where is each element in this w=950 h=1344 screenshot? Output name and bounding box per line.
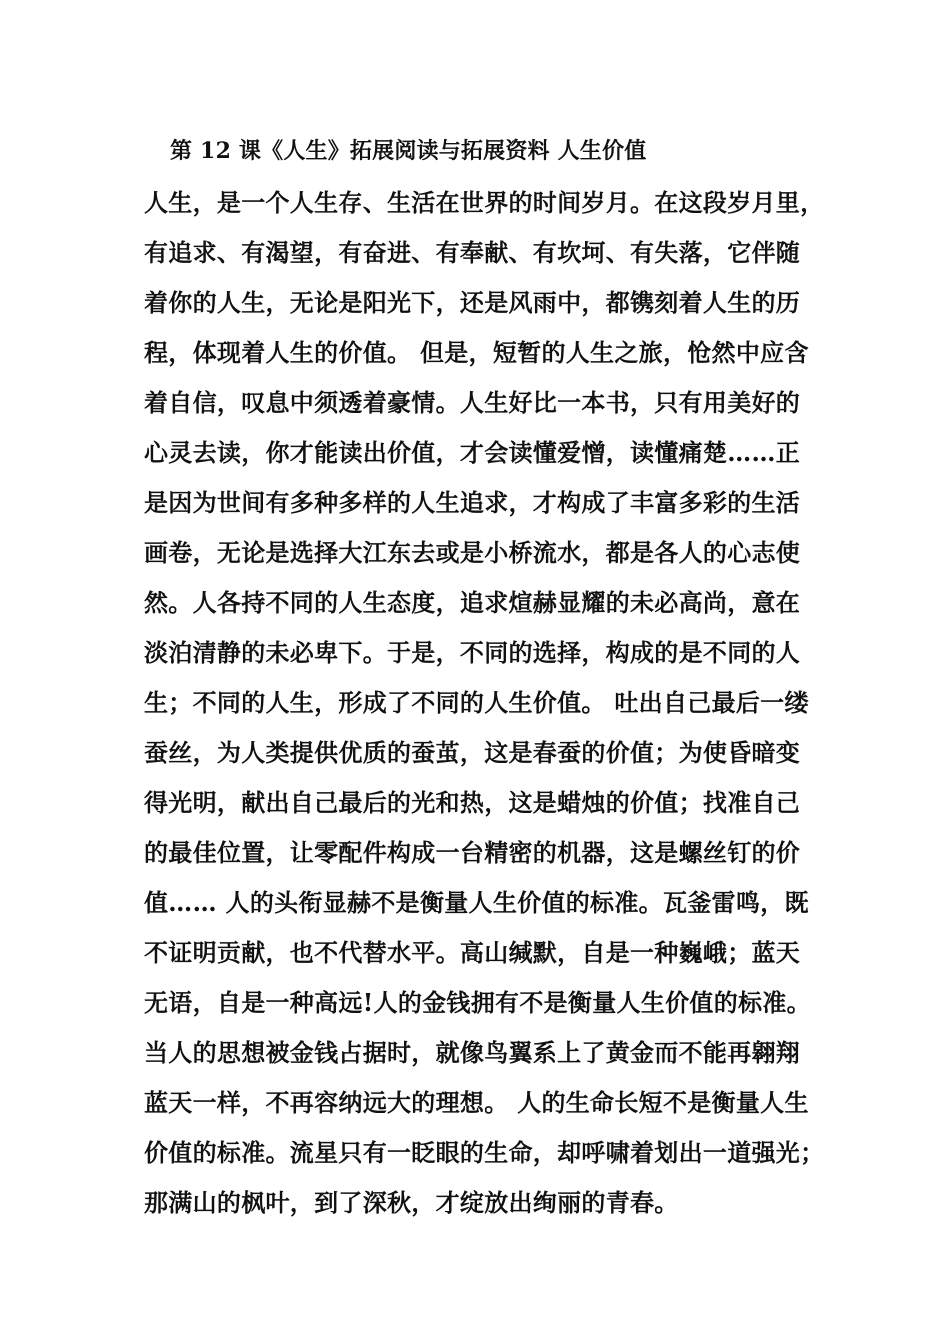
text-line: 心灵去读，你才能读出价值，才会读懂爱憎，读懂痛楚……正 xyxy=(144,438,801,467)
text-line: 然。人各持不同的人生态度，追求煊赫显耀的未必高尚，意在 xyxy=(144,588,801,617)
text-line: 人生，是一个人生存、生活在世界的时间岁月。在这段岁月里， xyxy=(144,188,825,217)
text-line: 蓝天一样，不再容纳远大的理想。 人的生命长短不是衡量人生 xyxy=(144,1088,809,1117)
text-line: 有追求、有渴望，有奋进、有奉献、有坎坷、有失落，它伴随 xyxy=(144,238,801,267)
text-line: 着自信，叹息中须透着豪情。人生好比一本书，只有用美好的 xyxy=(144,388,801,417)
text-line: 当人的思想被金钱占据时，就像鸟翼系上了黄金而不能再翱翔 xyxy=(144,1038,801,1067)
text-line: 是因为世间有多种多样的人生追求，才构成了丰富多彩的生活 xyxy=(144,488,801,517)
text-line: 得光明，献出自己最后的光和热，这是蜡烛的价值；找准自己 xyxy=(144,788,801,817)
text-line: 程，体现着人生的价值。 但是，短暂的人生之旅，怆然中应含 xyxy=(144,338,809,367)
text-line: 那满山的枫叶，到了深秋，才绽放出绚丽的青春。 xyxy=(144,1188,679,1217)
text-line: 着你的人生，无论是阳光下，还是风雨中，都镌刻着人生的历 xyxy=(144,288,801,317)
text-line: 生；不同的人生，形成了不同的人生价值。 吐出自己最后一缕 xyxy=(144,688,809,717)
text-line: 的最佳位置，让零配件构成一台精密的机器，这是螺丝钉的价 xyxy=(144,838,801,867)
text-line: 画卷，无论是选择大江东去或是小桥流水，都是各人的心志使 xyxy=(144,538,801,567)
document-body xyxy=(144,178,824,1228)
document-title: 第 12 课《人生》拓展阅读与拓展资料 人生价值 xyxy=(170,138,647,164)
text-line: 蚕丝，为人类提供优质的蚕茧，这是春蚕的价值；为使昏暗变 xyxy=(144,738,801,767)
text-line: 无语，自是一种高远!人的金钱拥有不是衡量人生价值的标准。 xyxy=(144,988,811,1017)
text-line: 价值的标准。流星只有一眨眼的生命，却呼啸着划出一道强光； xyxy=(144,1138,825,1167)
text-line: 不证明贡献，也不代替水平。高山缄默，自是一种巍峨；蓝天 xyxy=(144,938,801,967)
text-line: 值…… 人的头衔显赫不是衡量人生价值的标准。瓦釜雷鸣，既 xyxy=(144,888,809,917)
text-line: 淡泊清静的未必卑下。于是，不同的选择，构成的是不同的人 xyxy=(144,638,801,667)
